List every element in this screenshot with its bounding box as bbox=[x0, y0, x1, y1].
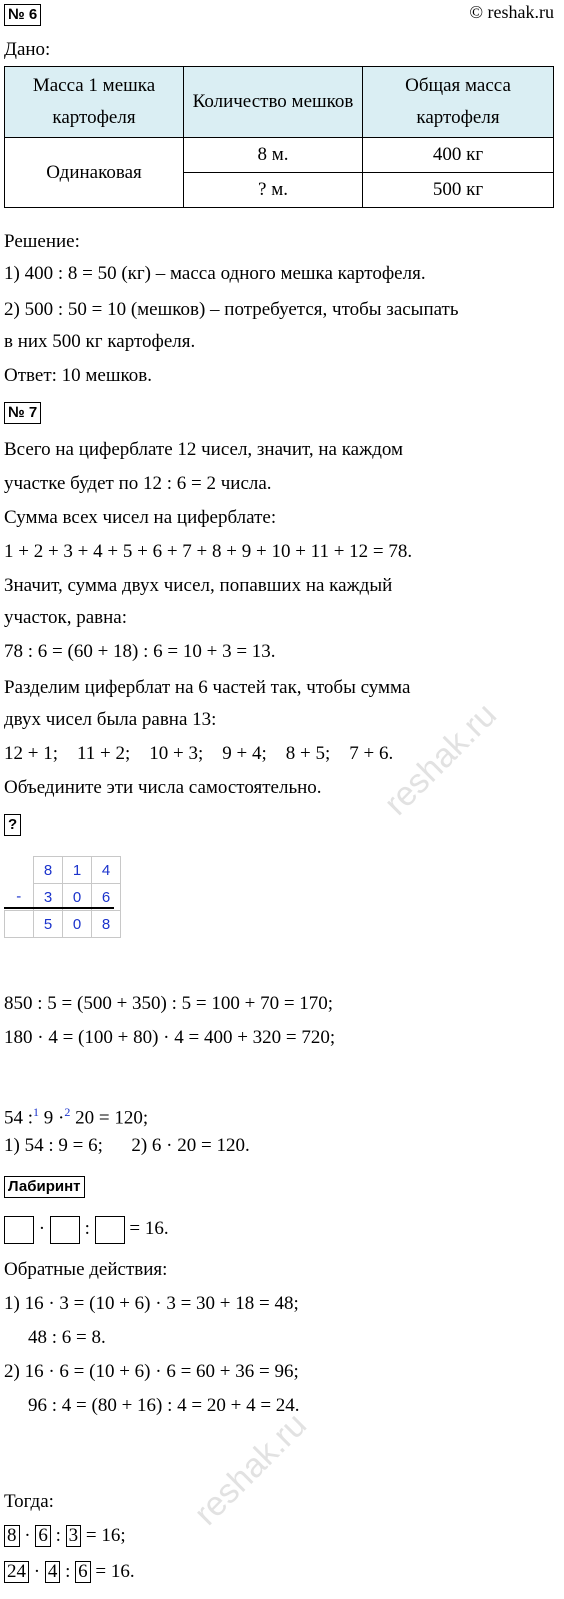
digit-cell: 6 bbox=[92, 884, 121, 911]
inverse-step: 48 : 6 = 8. bbox=[28, 1327, 106, 1348]
task7-line: Значит, сумма двух чисел, попавших на каждый bbox=[4, 575, 393, 596]
task7-line: участке будет по 12 : 6 = 2 числа. bbox=[4, 473, 272, 494]
subtraction-column bbox=[4, 856, 121, 938]
task7-line: 78 : 6 = (60 + 18) : 6 = 10 + 3 = 13. bbox=[4, 641, 276, 662]
solution-step-2: 2) 500 : 50 = 10 (мешков) – потребуется, чтобы засыпать bbox=[4, 299, 459, 320]
equation-4: 1) 54 : 9 = 6; 2) 6 · 20 = 120. bbox=[4, 1135, 250, 1156]
header-total-mass: Общая масса картофеля bbox=[363, 67, 554, 138]
digit-cell: 5 bbox=[34, 911, 63, 938]
maze-badge: Лабиринт bbox=[4, 1176, 85, 1198]
task7-line: участок, равна: bbox=[4, 607, 127, 628]
inverse-step: 1) 16 · 3 = (10 + 6) · 3 = 30 + 18 = 48; bbox=[4, 1293, 299, 1314]
watermark: reshak.ru bbox=[186, 1405, 315, 1533]
inverse-label: Обратные действия: bbox=[4, 1259, 168, 1280]
final-equation-1: 8 · 6 : 3 = 16; bbox=[4, 1524, 126, 1548]
minus-sign: - bbox=[16, 888, 22, 906]
digit-cell: 1 bbox=[63, 857, 92, 884]
equation-1: 850 : 5 = (500 + 350) : 5 = 100 + 70 = 170; bbox=[4, 993, 334, 1014]
digit-cell: 0 bbox=[63, 884, 92, 911]
digit-cell: 8 bbox=[34, 857, 63, 884]
copyright-text: © reshak.ru bbox=[469, 2, 554, 22]
question-badge: ? bbox=[4, 814, 21, 836]
answer-6: Ответ: 10 мешков. bbox=[4, 365, 152, 386]
header-mass-per-bag: Масса 1 мешка картофеля bbox=[5, 67, 184, 138]
task7-line: Всего на циферблате 12 чисел, значит, на каждом bbox=[4, 439, 404, 460]
task7-line: 1 + 2 + 3 + 4 + 5 + 6 + 7 + 8 + 9 + 10 + 11 + 12 = 78. bbox=[4, 541, 413, 562]
task7-line: Сумма всех чисел на циферблате: bbox=[4, 507, 277, 528]
task7-line: двух чисел была равна 13: bbox=[4, 709, 217, 730]
header-bag-count: Количество мешков bbox=[184, 67, 363, 138]
equation-2: 180 · 4 = (100 + 80) · 4 = 400 + 320 = 720; bbox=[4, 1027, 336, 1048]
same-mass-cell: Одинаковая bbox=[5, 138, 184, 208]
digit-cell: 8 bbox=[92, 911, 121, 938]
equation-3: 54 :$^1$ 9 ·$^2$ 20 = 120; bbox=[4, 1105, 149, 1129]
inverse-step: 2) 16 · 6 = (10 + 6) · 6 = 60 + 36 = 96; bbox=[4, 1361, 299, 1382]
mass-cell-2: 500 кг bbox=[363, 173, 554, 208]
solution-label: Решение: bbox=[4, 231, 80, 252]
bags-cell-1: 8 м. bbox=[184, 138, 363, 173]
solution-step-1: 1) 400 : 8 = 50 (кг) – масса одного мешка картофеля. bbox=[4, 263, 426, 284]
inverse-step: 96 : 4 = (80 + 16) : 4 = 20 + 4 = 24. bbox=[28, 1395, 300, 1416]
given-label: Дано: bbox=[4, 39, 51, 60]
empty-box bbox=[50, 1216, 80, 1244]
digit-cell: 4 bbox=[92, 857, 121, 884]
order-mark: 1 bbox=[33, 1105, 40, 1119]
task7-line: Разделим циферблат на 6 частей так, чтобы сумма bbox=[4, 677, 411, 698]
solution-step-2-cont: в них 500 кг картофеля. bbox=[4, 331, 196, 352]
task7-line: Объедините эти числа самостоятельно. bbox=[4, 777, 322, 798]
digit-cell: 3 bbox=[34, 884, 63, 911]
final-equation-2: 24 · 4 : 6 = 16. bbox=[4, 1560, 135, 1584]
bags-cell-2: ? м. bbox=[184, 173, 363, 208]
digit-cell: 0 bbox=[63, 911, 92, 938]
empty-box bbox=[95, 1216, 125, 1244]
given-table bbox=[4, 66, 554, 208]
task-7-badge: № 7 bbox=[4, 402, 41, 424]
subtraction-line bbox=[4, 907, 114, 909]
order-mark: 2 bbox=[64, 1105, 71, 1119]
then-label: Тогда: bbox=[4, 1491, 54, 1512]
task-6-badge: № 6 bbox=[4, 4, 41, 26]
task7-line: 12 + 1; 11 + 2; 10 + 3; 9 + 4; 8 + 5; 7 + 6. bbox=[4, 743, 394, 764]
empty-box bbox=[4, 1216, 34, 1244]
watermark: reshak.ru bbox=[376, 695, 505, 823]
mass-cell-1: 400 кг bbox=[363, 138, 554, 173]
maze-equation: · : = 16. bbox=[4, 1214, 169, 1244]
